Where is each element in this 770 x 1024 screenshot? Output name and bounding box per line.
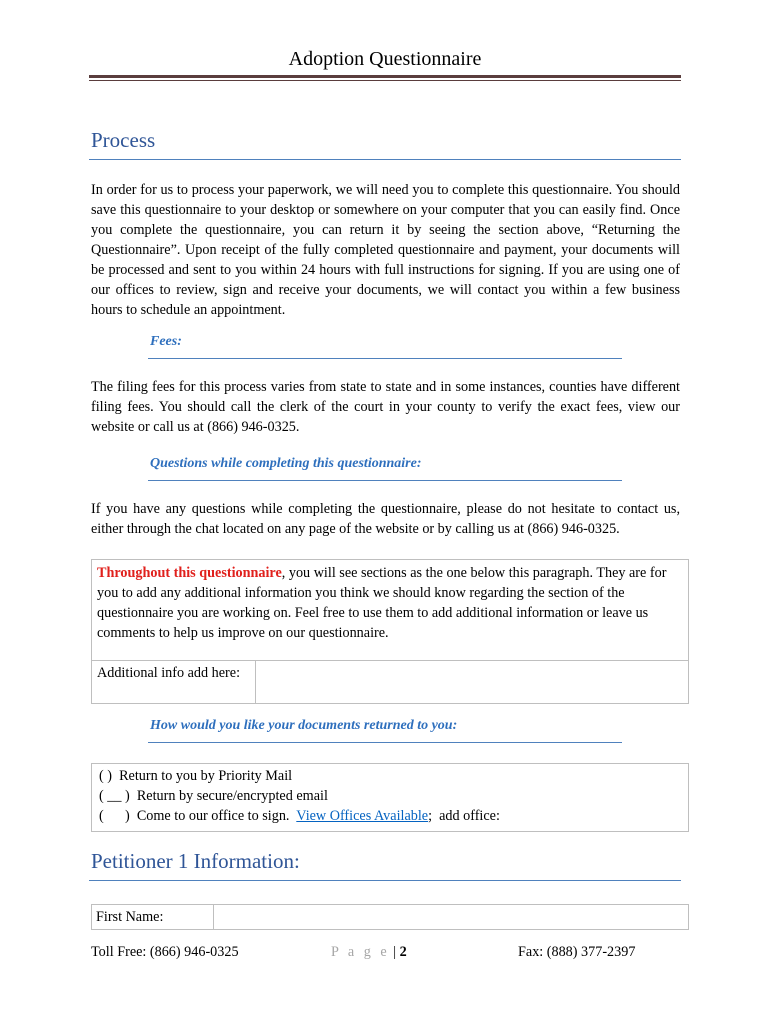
option-checkbox[interactable]: ( __ ) [99,788,130,804]
footer-page [331,944,407,961]
option-suffix: ; add office: [428,808,500,824]
page-number: 2 [399,944,407,960]
info-box-text [97,563,682,643]
process-heading-rule [89,159,681,160]
page-separator: | [393,944,397,960]
fees-heading: Fees: [150,334,182,349]
petitioner-heading-rule [89,880,681,881]
option-label: Return by secure/encrypted email [136,788,328,804]
page-title: Adoption Questionnaire [288,48,482,70]
additional-info-label: Additional info add here: [97,665,241,681]
page-word: P a g e [331,944,390,960]
return-heading-rule [148,742,622,743]
option-checkbox[interactable]: ( ) [99,808,130,824]
option-label: Come to our office to sign. [136,808,297,824]
return-heading: How would you like your documents returned to you: [150,718,458,733]
title-divider [89,75,681,78]
process-paragraph: In order for us to process your paperwork, we will need you to complete this questionnaire. You should save this questionnaire to your desktop or somewhere on your computer that you can easily find. Once you complete the questionnaire, you can return it by seeing the section above, “Returning the Questionnaire”. Upon receipt of the fully completed questionnaire and payment, your documents will be processed and sent to you within 24 hours with full instructions for signing. If you are using one of our offices to review, sign and receive your documents, we will contact you within a few business hours to schedule an appointment. [91,182,680,318]
process-heading: Process [91,128,156,152]
info-box-body: , you will see sections as the one below this paragraph. They are for you to add any additional information you think we should know regarding the section of the questionnaire you are working on. Feel free to use them to add additional information or leave us comments to help us improve on our questionnaire. [97,565,667,641]
questions-paragraph: If you have any questions while completing the questionnaire, please do not hesitate to contact us, either through the chat located on any page of the website or by calling us at (866) 946-0325. [91,501,680,537]
petitioner-heading: Petitioner 1 Information: [91,849,300,873]
option-checkbox[interactable]: ( ) [99,768,112,784]
return-option-priority-mail[interactable] [99,766,292,786]
footer-fax: Fax: (888) 377-2397 [518,944,636,960]
fees-heading-rule [148,358,622,359]
return-option-email[interactable] [99,786,328,806]
info-box-highlight: Throughout this questionnaire [97,565,282,581]
questions-heading-rule [148,480,622,481]
fees-paragraph: The filing fees for this process varies from state to state and in some instances, counties have different filing fees. You should call the clerk of the court in your county to verify the exact fees, view our website or call us at (866) 946-0325. [91,379,680,435]
view-offices-link[interactable]: View Offices Available [296,808,429,824]
return-option-office[interactable] [99,806,500,826]
option-label: Return to you by Priority Mail [119,768,293,784]
first-name-label: First Name: [96,909,164,925]
first-name-field[interactable] [213,904,689,930]
title-divider-thin [89,80,681,81]
questions-heading: Questions while completing this questionnaire: [150,456,422,471]
footer-toll-free: Toll Free: (866) 946-0325 [91,944,239,960]
additional-info-field[interactable] [255,660,689,704]
